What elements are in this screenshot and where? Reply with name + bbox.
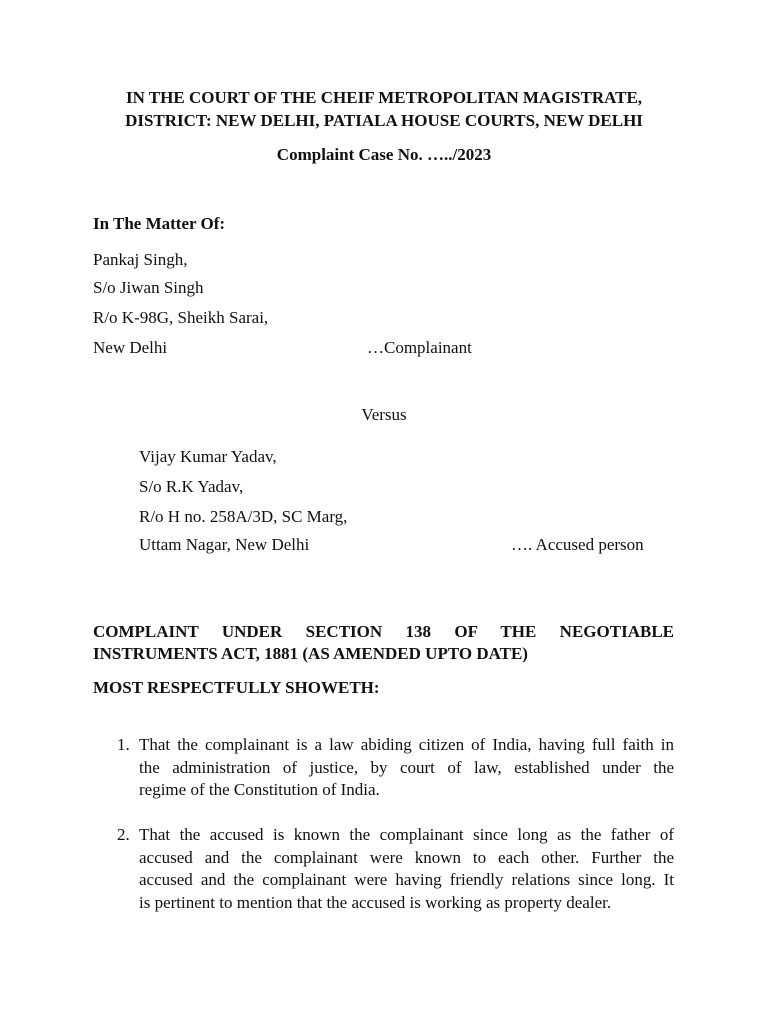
accused-address2: Uttam Nagar, New Delhi <box>139 535 310 554</box>
complaint-title-line1: COMPLAINT UNDER SECTION 138 OF THE NEGOTIABLE <box>93 622 674 641</box>
complainant-address2: New Delhi <box>93 338 168 357</box>
paragraph-2-line: That the accused is known the complainant since long as the father of <box>139 825 674 844</box>
versus-label: Versus <box>361 405 407 424</box>
paragraph-2-line: accused and the complainant were having friendly relations since long. It <box>139 870 674 889</box>
accused-relation: S/o R.K Yadav, <box>139 477 244 496</box>
accused-address1: R/o H no. 258A/3D, SC Marg, <box>139 507 348 526</box>
accused-role: …. Accused person <box>511 535 644 554</box>
accused-name: Vijay Kumar Yadav, <box>139 447 277 466</box>
complainant-name: Pankaj Singh, <box>93 250 188 269</box>
complainant-address1: R/o K-98G, Sheikh Sarai, <box>93 308 269 327</box>
showeth-heading: MOST RESPECTFULLY SHOWETH: <box>93 678 380 697</box>
paragraph-2 <box>139 824 674 914</box>
court-heading-line2: DISTRICT: NEW DELHI, PATIALA HOUSE COURTS, NEW DELHI <box>125 111 643 130</box>
case-number: Complaint Case No. …../2023 <box>276 145 492 164</box>
complaint-title-line2: INSTRUMENTS ACT, 1881 (AS AMENDED UPTO DATE) <box>93 644 528 663</box>
complainant-role: …Complainant <box>367 338 472 357</box>
paragraph-1-line: That the complainant is a law abiding citizen of India, having full faith in <box>139 735 674 754</box>
complainant-relation: S/o Jiwan Singh <box>93 278 204 297</box>
paragraph-number: 2. <box>117 825 130 844</box>
paragraph-1-line: the administration of justice, by court of law, established under the <box>139 757 674 777</box>
matter-heading: In The Matter Of: <box>93 214 226 233</box>
paragraph-1 <box>139 734 674 802</box>
paragraph-2-line: is pertinent to mention that the accused is working as property dealer. <box>139 892 612 912</box>
paragraph-1-line: regime of the Constitution of India. <box>139 780 380 799</box>
paragraph-number: 1. <box>117 735 130 754</box>
paragraph-2-line: accused and the complainant were known to each other. Further the <box>139 847 674 867</box>
court-heading-line1: IN THE COURT OF THE CHEIF METROPOLITAN MAGISTRATE, <box>125 88 643 107</box>
